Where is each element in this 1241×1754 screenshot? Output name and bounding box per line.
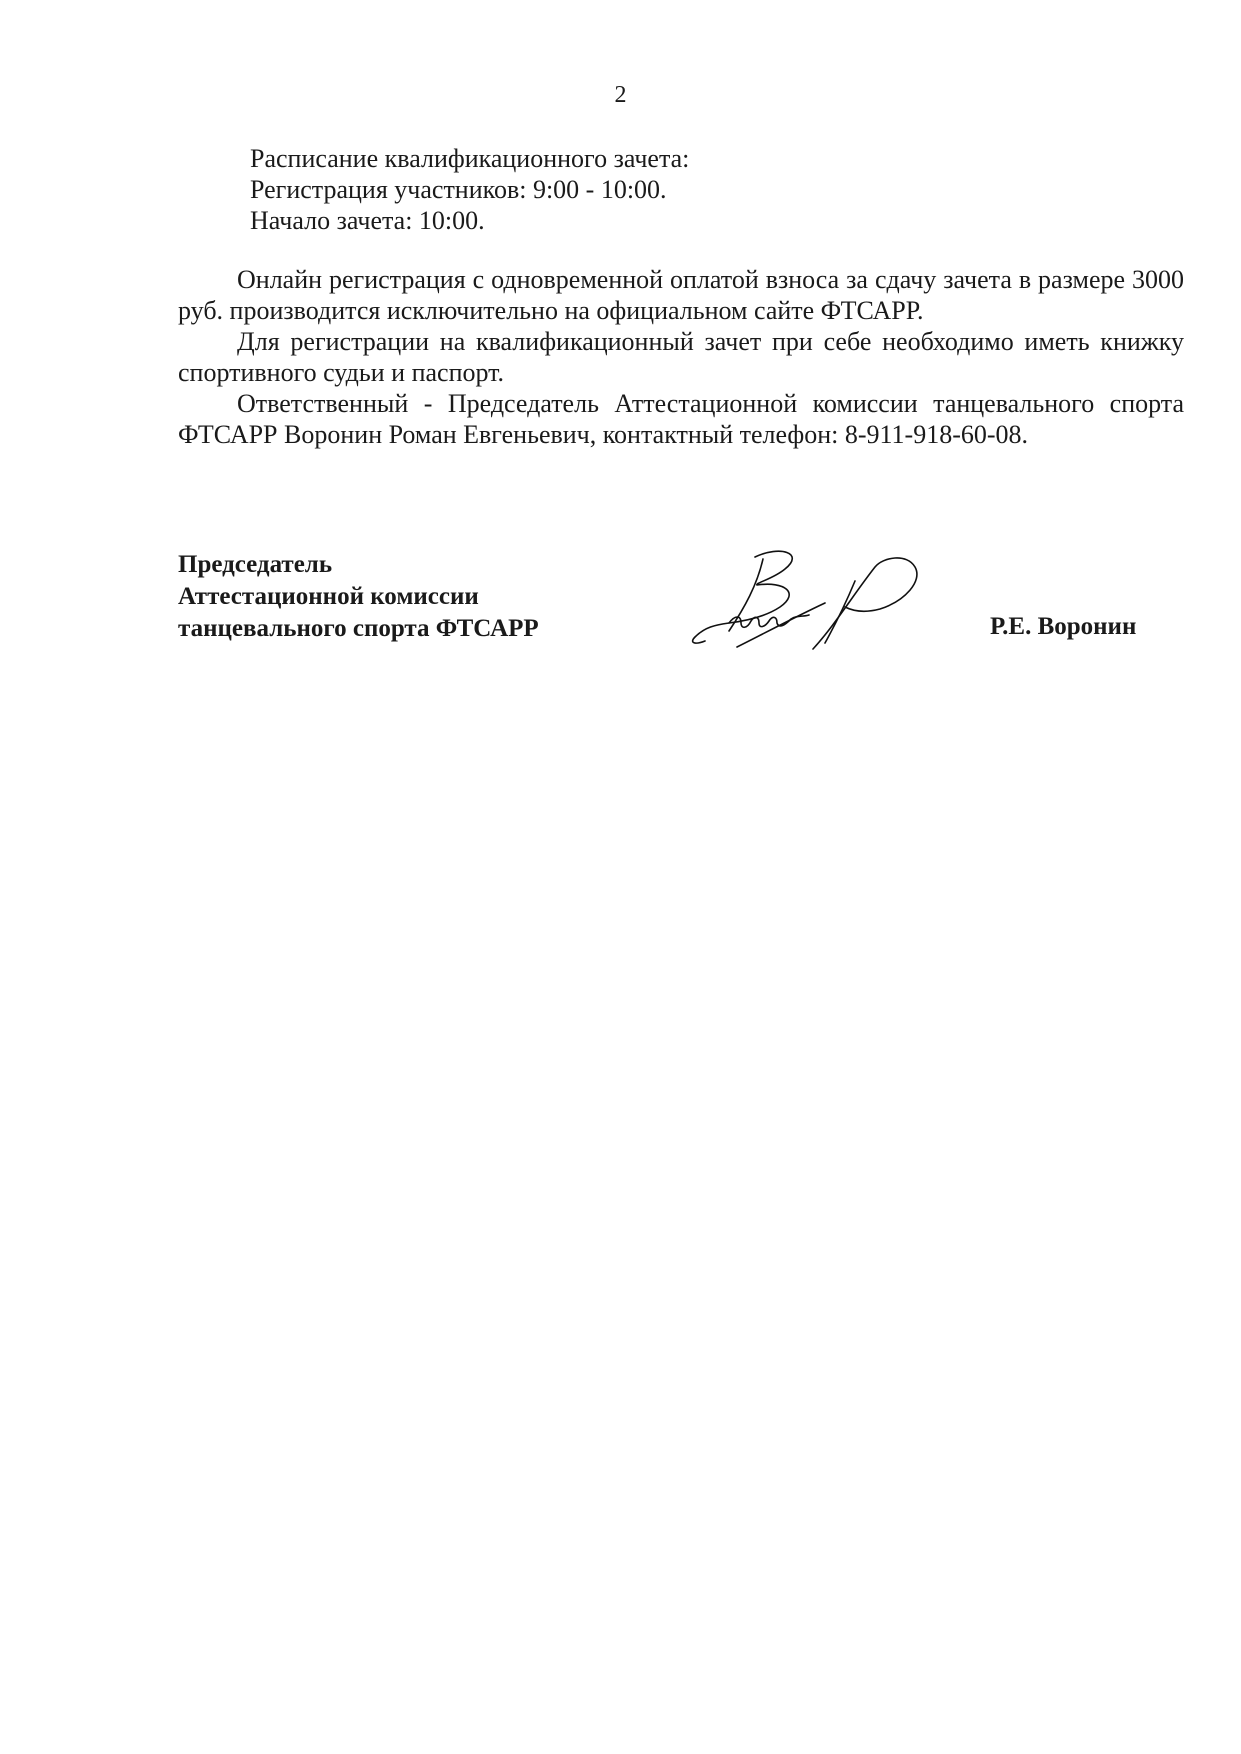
- paragraph-online-registration: Онлайн регистрация с одновременной оплатой взноса за сдачу зачета в размере 3000 руб. производится исключительно на официальном сайте ФТСАРР.: [178, 265, 1184, 325]
- signer-title: [178, 549, 539, 645]
- schedule-block: [250, 143, 689, 236]
- signer-title-line: Аттестационной комиссии: [178, 583, 479, 610]
- schedule-heading: Расписание квалификационного зачета:: [250, 144, 690, 173]
- paragraph-required-documents: Для регистрации на квалификационный зачет при себе необходимо иметь книжку спортивного судьи и паспорт.: [178, 327, 1184, 387]
- schedule-registration-time: Регистрация участников: 9:00 - 10:00.: [250, 175, 667, 204]
- page-number: 2: [614, 82, 627, 108]
- paragraph-responsible-contact: Ответственный - Председатель Аттестационной комиссии танцевального спорта ФТСАРР Воронин Роман Евгеньевич, контактный телефон: 8-911-918-60-08.: [178, 389, 1184, 449]
- signature-icon: [685, 545, 945, 655]
- schedule-start-time: Начало зачета: 10:00.: [250, 206, 485, 235]
- body-text: [178, 264, 1184, 450]
- signer-name: Р.Е. Воронин: [990, 613, 1137, 640]
- signer-title-line: Председатель: [178, 551, 333, 578]
- signer-title-line: танцевального спорта ФТСАРР: [178, 615, 539, 642]
